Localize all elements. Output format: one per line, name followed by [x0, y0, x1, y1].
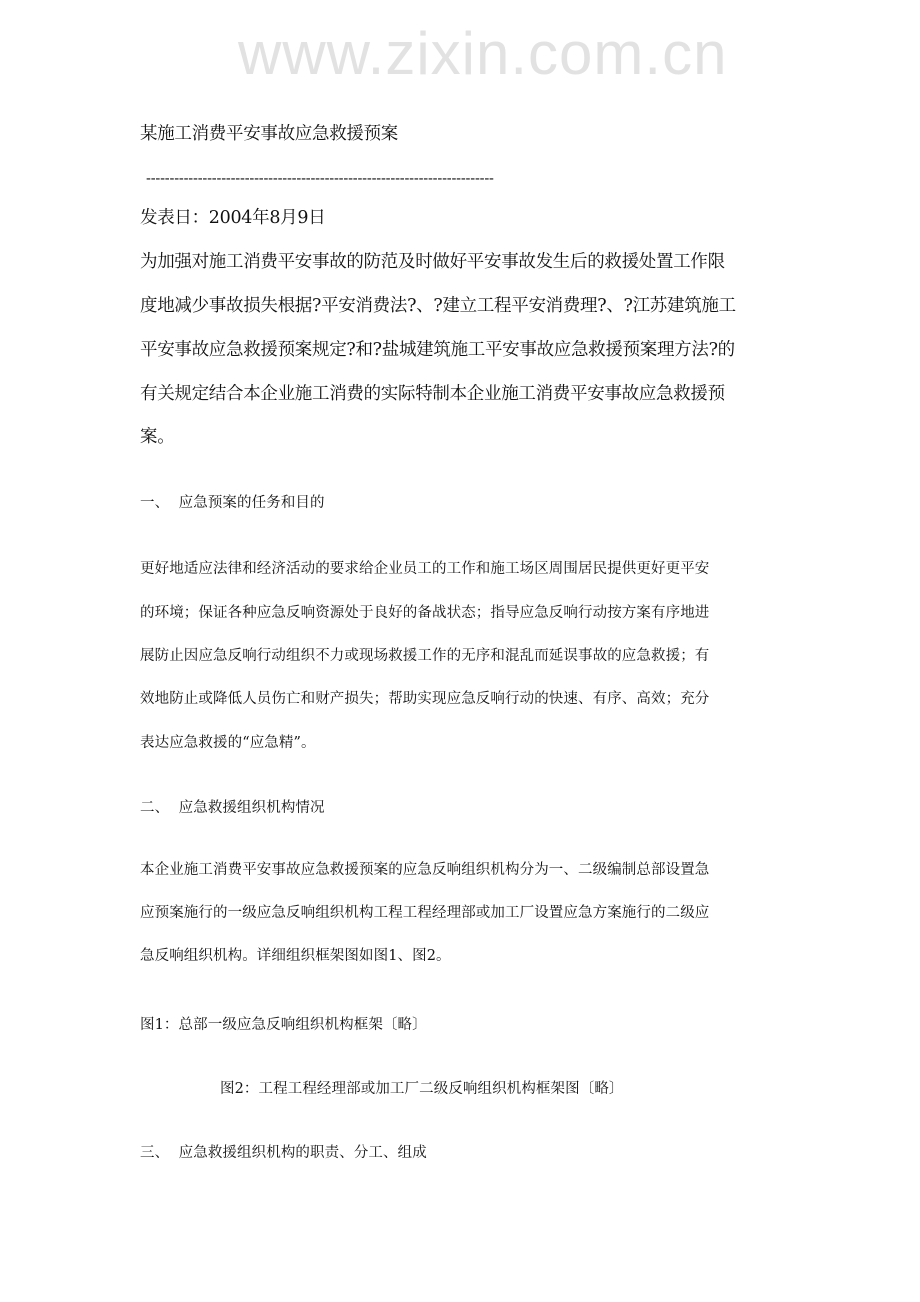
section2-line: 应预案施行的一级应急反响组织机构工程工程经理部或加工厂设置应急方案施行的二级应	[140, 905, 710, 921]
section2-line: 急反响组织机构。详细组织框架图如图1、图2。	[140, 948, 451, 964]
section1-line: 展防止因应急反响行动组织不力或现场救援工作的无序和混乱而延误事故的应急救援；有	[140, 648, 710, 664]
intro-line: 平安事故应急救援预案规定?和?盐城建筑施工平安事故应急救援预案理方法?的	[140, 340, 735, 360]
figure2-caption: 图2：工程工程经理部或加工厂二级反响组织机构框架图〔略〕	[220, 1081, 624, 1097]
section1-line: 的环境；保证各种应急反响资源处于良好的备战状态；指导应急反响行动按方案有序地进	[140, 605, 710, 621]
intro-line: 为加强对施工消费平安事故的防范及时做好平安事故发生后的救援处置工作限	[140, 252, 725, 272]
section-heading-3: 三、 应急救援组织机构的职责、分工、组成	[140, 1145, 427, 1161]
divider: --------------------------------------------------------------------------	[146, 171, 494, 187]
section1-line: 更好地适应法律和经济活动的要求给企业员工的工作和施工场区周围居民提供更好更平安	[140, 561, 710, 577]
publish-date: 发表日：2004年8月9日	[140, 208, 326, 228]
intro-line: 有关规定结合本企业施工消费的实际特制本企业施工消费平安事故应急救援预	[140, 384, 725, 404]
intro-line: 案。	[140, 427, 175, 447]
intro-line: 度地减少事故损失根据?平安消费法?、?建立工程平安消费理?、?江苏建筑施工	[140, 296, 736, 316]
section-heading-2: 二、 应急救援组织机构情况	[140, 800, 325, 816]
section1-line: 效地防止或降低人员伤亡和财产损失；帮助实现应急反响行动的快速、有序、高效；充分	[140, 691, 710, 707]
section1-line: 表达应急救援的“应急精”。	[140, 735, 316, 751]
section-heading-1: 一、 应急预案的任务和目的	[140, 495, 325, 511]
figure1-caption: 图1：总部一级应急反响组织机构框架〔略〕	[140, 1017, 427, 1033]
section2-line: 本企业施工消费平安事故应急救援预案的应急反响组织机构分为一、二级编制总部设置急	[140, 862, 710, 878]
document-title: 某施工消费平安事故应急救援预案	[140, 124, 398, 144]
watermark: www.zixin.com.cn	[238, 20, 728, 87]
